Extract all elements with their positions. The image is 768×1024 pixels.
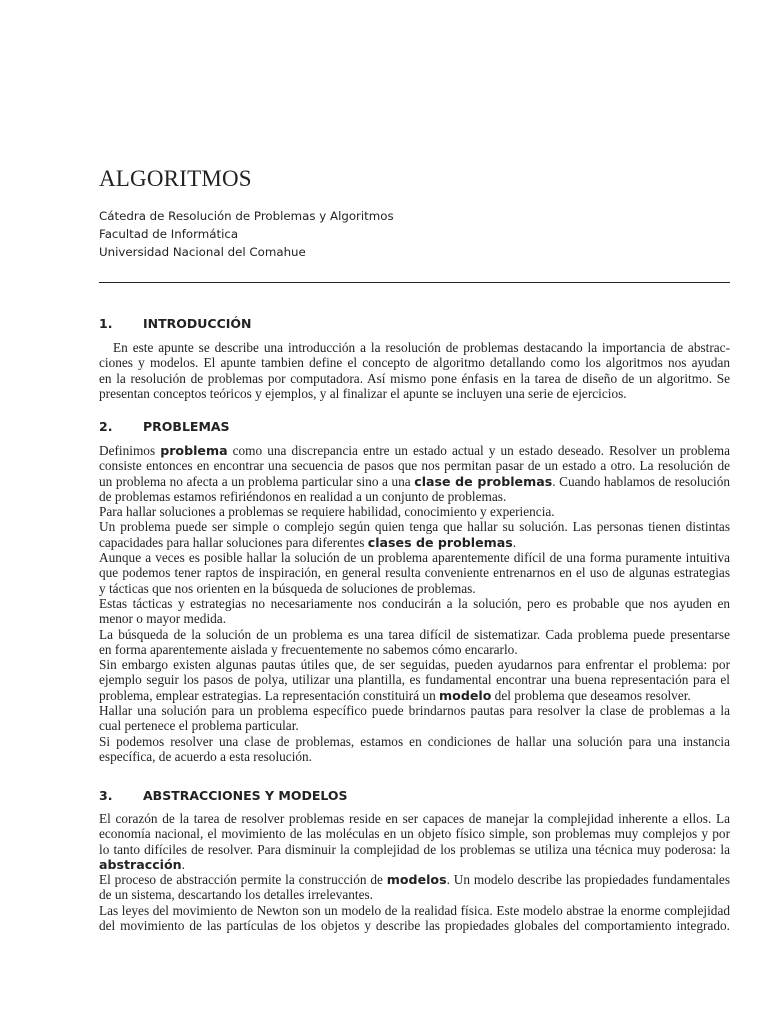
bold-term: modelos xyxy=(386,872,447,888)
section-heading-introduccion xyxy=(99,316,252,331)
bold-term: clase de problemas xyxy=(414,473,553,489)
section-title: INTRODUCCIÓN xyxy=(143,316,252,331)
paragraph-line: Para hallar soluciones a problemas se requiere habilidad, conocimiento y experiencia. xyxy=(99,504,555,520)
paragraph-line: ciones y modelos. El apunte tambien define el concepto de algoritmo detallando como los algoritmos nos ayudan xyxy=(99,355,730,371)
paragraph-line: en la resolución de problemas por computadora. Así mismo pone énfasis en la tarea de diseño de un algoritmo. Se xyxy=(99,370,730,386)
affiliation-faculty: Facultad de Informática xyxy=(99,227,239,241)
paragraph-line: lo tanto difíciles de resolver. Para disminuir la complejidad de los problemas se utiliza una técnica muy poderosa: la xyxy=(99,841,730,857)
section-title: ABSTRACCIONES Y MODELOS xyxy=(143,788,348,803)
section-body-problemas xyxy=(99,443,730,764)
paragraph-line: ejemplo seguir los pasos de polya, utilizar una plantilla, es fundamental encontrar una buena representación para el xyxy=(99,672,730,688)
section-number: 3. xyxy=(99,788,113,803)
section-number: 1. xyxy=(99,316,113,331)
paragraph-line: El corazón de la tarea de resolver problemas reside en ser capaces de manejar la complejidad inherente a ellos. La xyxy=(99,811,730,826)
paragraph-line: en forma aparentemente aislada y frecuentemente no sabemos cómo encararlo. xyxy=(99,641,518,657)
paragraph-line: abstracción. xyxy=(99,856,185,872)
paragraph-line: del movimiento de las partículas de los objetos y describe las propiedades globales del comportamiento integrado. xyxy=(99,918,730,934)
paragraph-line: y tácticas que nos orienten en la búsqueda de soluciones de problemas. xyxy=(99,580,476,596)
paragraph-line: de un sistema, descartando los detalles irrelevantes. xyxy=(99,887,373,903)
affiliation-university: Universidad Nacional del Comahue xyxy=(99,245,306,259)
section-title: PROBLEMAS xyxy=(143,419,230,434)
paragraph-line: de problemas estamos refiriéndonos en realidad a un conjunto de problemas. xyxy=(99,488,507,504)
bold-term: modelo xyxy=(439,687,492,703)
paragraph-line: capacidades para hallar soluciones para diferentes clases de problemas. xyxy=(99,534,517,550)
paragraph-line: Si podemos resolver una clase de problemas, estamos en condiciones de hallar una solución para una instancia xyxy=(99,733,730,749)
paragraph-line: Un problema puede ser simple o complejo según quien tenga que hallar su solución. Las personas tienen distintas xyxy=(99,519,730,535)
paragraph-line: Las leyes del movimiento de Newton son un modelo de la realidad física. Este modelo abstrae la enorme complejidad xyxy=(99,902,730,918)
paragraph-line: menor o mayor medida. xyxy=(99,611,227,627)
paragraph-line: un problema no afecta a un problema particular sino a una clase de problemas. Cuando hablamos de resolución xyxy=(99,473,730,489)
document-title: ALGORITMOS xyxy=(99,166,252,191)
section-body-introduccion xyxy=(99,340,730,401)
paragraph-line: Hallar una solución para un problema específico puede brindarnos pautas para resolver la clase de problemas a la xyxy=(99,703,730,719)
bold-term: clases de problemas xyxy=(367,534,513,550)
paragraph-line: El proceso de abstracción permite la construcción de modelos. Un modelo describe las propiedades fundamentales xyxy=(99,872,730,888)
paragraph-line: En este apunte se describe una introducción a la resolución de problemas destacando la importancia de abstrac- xyxy=(113,340,730,355)
section-heading-problemas xyxy=(99,419,230,434)
bold-term: problema xyxy=(160,443,228,458)
section-number: 2. xyxy=(99,419,113,434)
paragraph-line: Definimos problema como una discrepancia entre un estado actual y un estado deseado. Resolver un problema xyxy=(99,443,730,458)
paragraph-line: presentan conceptos teóricos y ejemplos, y al finalizar el apunte se incluyen una serie de ejercicios. xyxy=(99,385,627,401)
paragraph-line: Sin embargo existen algunas pautas útiles que, de ser seguidas, pueden ayudarnos para enfrentar el problema: por xyxy=(99,657,730,673)
paragraph-line: que podemos tener raptos de inspiración, en general resulta conveniente entrenarnos en el uso de algunas estrategias xyxy=(99,565,730,581)
paragraph-line: Estas tácticas y estrategias no necesariamente nos conducirán a la solución, pero es probable que nos ayuden en xyxy=(99,595,730,611)
paragraph-line: consiste entonces en encontrar una secuencia de pasos que nos permitan pasar de un estado a otro. La resolución de xyxy=(99,458,730,474)
section-body-abstracciones xyxy=(99,811,730,933)
header-divider xyxy=(99,282,730,283)
affiliation-department: Cátedra de Resolución de Problemas y Algoritmos xyxy=(99,209,394,223)
paragraph-line: Aunque a veces es posible hallar la solución de un problema aparentemente difícil de una forma puramente intuitiva xyxy=(99,550,730,566)
paragraph-line: cual pertenece el problema particular. xyxy=(99,718,299,734)
paragraph-line: economía nacional, el movimiento de las moléculas en un objeto físico simple, son problemas muy complejos y por xyxy=(99,826,730,842)
bold-term: abstracción xyxy=(99,856,182,872)
paragraph-line: específica, de acuerdo a esta resolución. xyxy=(99,748,313,764)
paragraph-line: problema, emplear estrategias. La representación constituirá un modelo del problema que deseamos resolver. xyxy=(99,687,691,703)
section-heading-abstracciones xyxy=(99,788,348,803)
paragraph-line: La búsqueda de la solución de un problema es una tarea difícil de sistematizar. Cada problema puede presentarse xyxy=(99,626,730,642)
